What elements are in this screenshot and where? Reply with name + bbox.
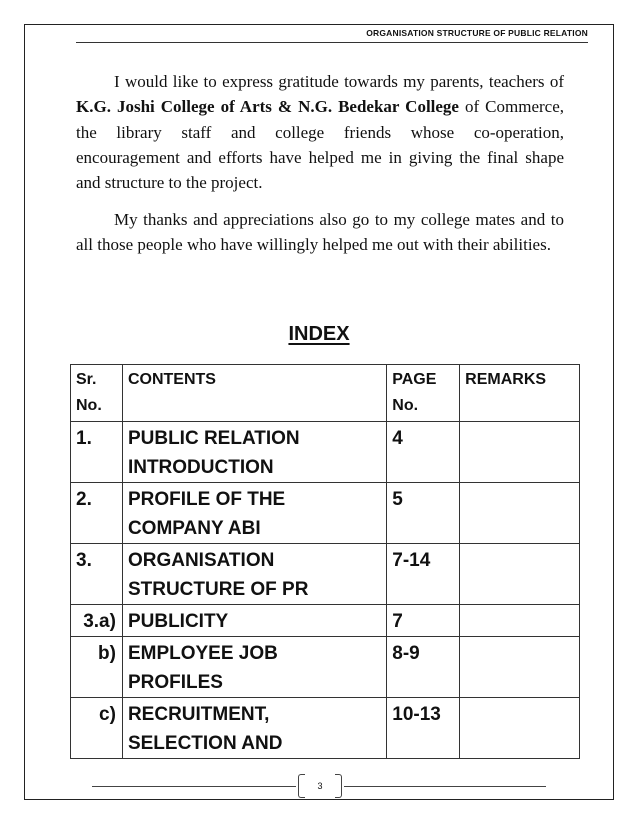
contents-line1: EMPLOYEE JOB	[127, 643, 278, 664]
header-rule	[76, 42, 588, 43]
table-row	[71, 637, 580, 698]
contents-line2: INTRODUCTION	[127, 457, 274, 478]
acknowledgement-paragraph-1	[76, 69, 564, 195]
page-no-cell: 5	[387, 483, 460, 544]
ack-text-1a: I would like to express gratitude towards my parents, teachers of	[114, 72, 564, 91]
college-names: K.G. Joshi College of Arts & N.G. Bedekar College	[76, 97, 459, 117]
contents-cell	[122, 483, 386, 544]
contents-line2: STRUCTURE OF PR	[127, 579, 309, 600]
table-row	[71, 544, 580, 605]
page-number	[298, 774, 342, 798]
header-sr-no	[71, 365, 123, 422]
contents-cell	[122, 637, 386, 698]
contents-cell	[122, 422, 386, 483]
index-header-row	[71, 365, 580, 422]
contents-cell	[122, 698, 386, 759]
index-title: INDEX	[288, 323, 350, 345]
sr-no-cell: b)	[71, 637, 123, 698]
page-no-cell: 10-13	[387, 698, 460, 759]
contents-line1: ORGANISATION	[127, 550, 275, 571]
contents-line2: COMPANY ABI	[127, 518, 261, 539]
table-row	[71, 605, 580, 637]
header-sr-line1: Sr.	[76, 371, 97, 388]
index-table	[70, 364, 580, 759]
contents-line1: PUBLICITY	[127, 611, 229, 632]
footer-rule-right	[344, 786, 546, 787]
header-page-line1: PAGE	[392, 371, 437, 388]
page-no-cell: 7-14	[387, 544, 460, 605]
header-remarks: REMARKS	[460, 365, 580, 422]
remarks-cell	[460, 637, 580, 698]
left-bracket-icon	[298, 774, 305, 798]
page-no-cell: 8-9	[387, 637, 460, 698]
footer-rule-left	[92, 786, 296, 787]
sr-no-cell: 1.	[71, 422, 123, 483]
header-page-no	[387, 365, 460, 422]
ack-text-1c: of Commerce, the library staff and college friends whose co-operation, encouragement and efforts have helped me in giving the final shape and structure to the project.	[76, 97, 564, 193]
contents-cell	[122, 544, 386, 605]
page-no-cell: 4	[387, 422, 460, 483]
contents-line1: PROFILE OF THE	[127, 489, 286, 510]
header-contents: CONTENTS	[122, 365, 386, 422]
header-page-line2: No.	[392, 397, 419, 414]
remarks-cell	[460, 544, 580, 605]
page-no-cell: 7	[387, 605, 460, 637]
remarks-cell	[460, 483, 580, 544]
right-bracket-icon	[335, 774, 342, 798]
contents-cell	[122, 605, 386, 637]
table-row	[71, 483, 580, 544]
contents-line1: RECRUITMENT,	[127, 704, 270, 725]
acknowledgement-paragraph-2: My thanks and appreciations also go to my college mates and to all those people who have willingly helped me out with their abilities.	[76, 210, 564, 255]
sr-no-cell: 2.	[71, 483, 123, 544]
table-row	[71, 422, 580, 483]
running-header: ORGANISATION STRUCTURE OF PUBLIC RELATION	[366, 28, 588, 38]
contents-line1: PUBLIC RELATION	[127, 428, 300, 449]
contents-line2: PROFILES	[127, 672, 223, 693]
table-row	[71, 698, 580, 759]
header-sr-line2: No.	[76, 397, 102, 414]
sr-no-cell: 3.	[71, 544, 123, 605]
sr-no-cell: 3.a)	[71, 605, 123, 637]
page-number-text: 3	[317, 781, 323, 791]
contents-line2: SELECTION AND	[127, 733, 283, 754]
remarks-cell	[460, 422, 580, 483]
sr-no-cell: c)	[71, 698, 123, 759]
remarks-cell	[460, 698, 580, 759]
remarks-cell	[460, 605, 580, 637]
